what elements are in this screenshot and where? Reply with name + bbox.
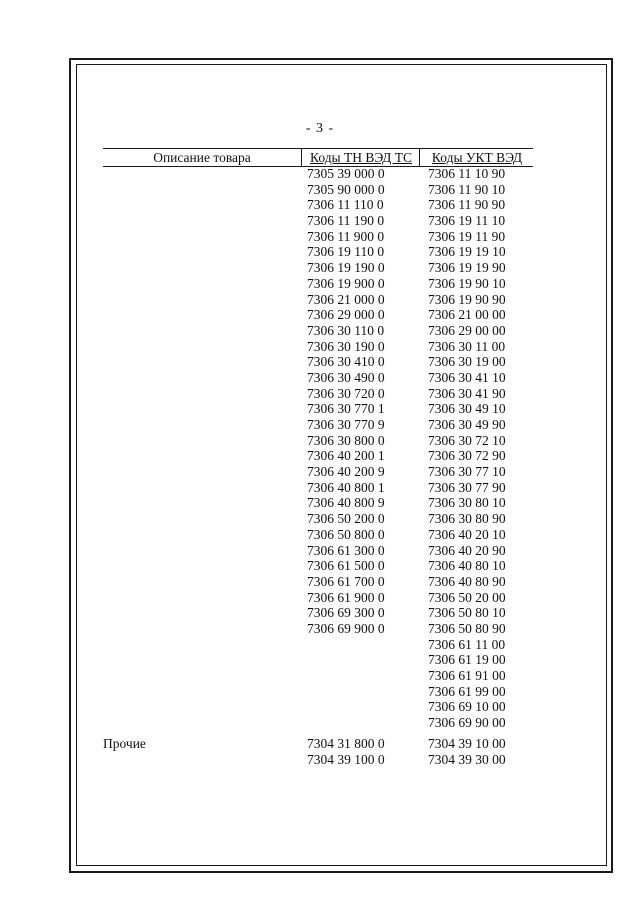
- tn-ved-ts-code: 7304 31 800 0: [307, 736, 385, 751]
- tn-ved-ts-code: 7306 30 190 0: [307, 338, 385, 354]
- tn-ved-ts-code: 7306 11 110 0: [307, 197, 384, 213]
- ukt-ved-code: 7306 30 41 90: [428, 385, 506, 401]
- ukt-ved-code: 7306 11 90 90: [428, 197, 506, 213]
- tn-ved-ts-code: 7306 61 900 0: [307, 589, 385, 605]
- ukt-ved-code: 7306 30 80 10: [428, 495, 506, 511]
- ukt-ved-code: 7306 30 77 10: [428, 464, 506, 480]
- ukt-ved-code: 7306 30 77 90: [428, 479, 506, 495]
- ukt-ved-code: 7306 40 20 10: [428, 526, 506, 542]
- header-ukt-ved: Коды УКТ ВЭД: [419, 149, 534, 166]
- ukt-ved-code: 7306 30 11 00: [428, 338, 506, 354]
- other-ukt-ved-codes: [428, 736, 506, 767]
- header-tn-ved-ts: Коды ТН ВЭД ТС: [301, 149, 420, 166]
- ukt-ved-code: 7304 39 30 00: [428, 751, 506, 767]
- tn-ved-ts-code: 7306 61 700 0: [307, 573, 385, 589]
- ukt-ved-code: 7306 19 11 10: [428, 213, 506, 229]
- ukt-ved-code: 7306 30 49 90: [428, 417, 506, 432]
- ukt-ved-code: 7306 29 00 00: [428, 322, 506, 338]
- ukt-ved-code: 7306 11 10 90: [428, 166, 506, 181]
- ukt-ved-code: 7306 69 10 00: [428, 699, 506, 715]
- tn-ved-ts-code: 7306 40 800 9: [307, 495, 385, 511]
- tn-ved-ts-code: 7306 30 110 0: [307, 322, 385, 338]
- ukt-ved-code: 7306 11 90 10: [428, 181, 506, 197]
- ukt-ved-code: 7306 19 90 90: [428, 291, 506, 307]
- tn-ved-ts-code: 7305 39 000 0: [307, 166, 385, 181]
- header-description: Описание товара: [153, 150, 251, 165]
- ukt-ved-code: 7306 30 80 90: [428, 511, 506, 527]
- tn-ved-ts-code: 7306 30 410 0: [307, 354, 385, 370]
- ukt-ved-code: 7306 61 99 00: [428, 683, 506, 699]
- ukt-ved-code: 7306 19 90 10: [428, 275, 506, 291]
- ukt-ved-code: 7306 50 20 00: [428, 589, 506, 605]
- tn-ved-ts-code: 7306 40 800 1: [307, 479, 385, 495]
- ukt-ved-code: 7306 50 80 90: [428, 620, 506, 636]
- tn-ved-ts-code: 7306 30 800 0: [307, 432, 385, 448]
- ukt-ved-code: 7306 40 20 90: [428, 542, 506, 558]
- tn-ved-ts-column: [307, 166, 417, 637]
- tn-ved-ts-code: 7304 39 100 0: [307, 751, 385, 767]
- ukt-ved-code: 7306 30 41 10: [428, 369, 506, 385]
- ukt-ved-code: 7306 19 19 90: [428, 260, 506, 276]
- table-header: [103, 148, 533, 167]
- ukt-ved-column: [428, 166, 538, 731]
- other-label: Прочие: [103, 736, 146, 751]
- tn-ved-ts-code: 7306 19 900 0: [307, 275, 385, 291]
- ukt-ved-code: 7306 69 90 00: [428, 715, 506, 731]
- tn-ved-ts-code: 7306 11 900 0: [307, 228, 385, 244]
- ukt-ved-code: 7306 50 80 10: [428, 605, 506, 621]
- ukt-ved-code: 7306 19 11 90: [428, 228, 506, 244]
- tn-ved-ts-code: 7306 61 500 0: [307, 558, 385, 574]
- ukt-ved-code: 7306 61 91 00: [428, 668, 506, 683]
- ukt-ved-code: 7306 19 19 10: [428, 244, 506, 260]
- ukt-ved-code: 7306 61 19 00: [428, 652, 506, 668]
- tn-ved-ts-code: 7306 50 800 0: [307, 526, 385, 542]
- tn-ved-ts-code: 7306 21 000 0: [307, 291, 385, 307]
- ukt-ved-code: 7306 61 11 00: [428, 636, 506, 652]
- page-number: - 3 -: [305, 121, 335, 136]
- tn-ved-ts-code: 7306 40 200 9: [307, 464, 385, 480]
- tn-ved-ts-code: 7306 19 190 0: [307, 260, 385, 276]
- tn-ved-ts-code: 7306 11 190 0: [307, 213, 385, 229]
- tn-ved-ts-code: 7306 19 110 0: [307, 244, 385, 260]
- ukt-ved-code: 7304 39 10 00: [428, 736, 506, 751]
- ukt-ved-code: 7306 30 19 00: [428, 354, 506, 370]
- tn-ved-ts-code: 7306 69 900 0: [307, 620, 385, 636]
- tn-ved-ts-code: 7306 30 720 0: [307, 385, 385, 401]
- other-tn-ved-ts-codes: [307, 736, 385, 767]
- tn-ved-ts-code: 7306 40 200 1: [307, 448, 385, 464]
- ukt-ved-code: 7306 30 49 10: [428, 401, 506, 417]
- tn-ved-ts-code: 7305 90 000 0: [307, 181, 385, 197]
- ukt-ved-code: 7306 40 80 10: [428, 558, 506, 574]
- ukt-ved-code: 7306 30 72 90: [428, 448, 506, 464]
- tn-ved-ts-code: 7306 30 770 9: [307, 417, 385, 432]
- tn-ved-ts-code: 7306 50 200 0: [307, 511, 385, 527]
- tn-ved-ts-code: 7306 30 490 0: [307, 369, 385, 385]
- tn-ved-ts-code: 7306 69 300 0: [307, 605, 385, 621]
- ukt-ved-code: 7306 40 80 90: [428, 573, 506, 589]
- tn-ved-ts-code: 7306 61 300 0: [307, 542, 385, 558]
- tn-ved-ts-code: 7306 30 770 1: [307, 401, 385, 417]
- ukt-ved-code: 7306 21 00 00: [428, 307, 506, 323]
- tn-ved-ts-code: 7306 29 000 0: [307, 307, 385, 323]
- ukt-ved-code: 7306 30 72 10: [428, 432, 506, 448]
